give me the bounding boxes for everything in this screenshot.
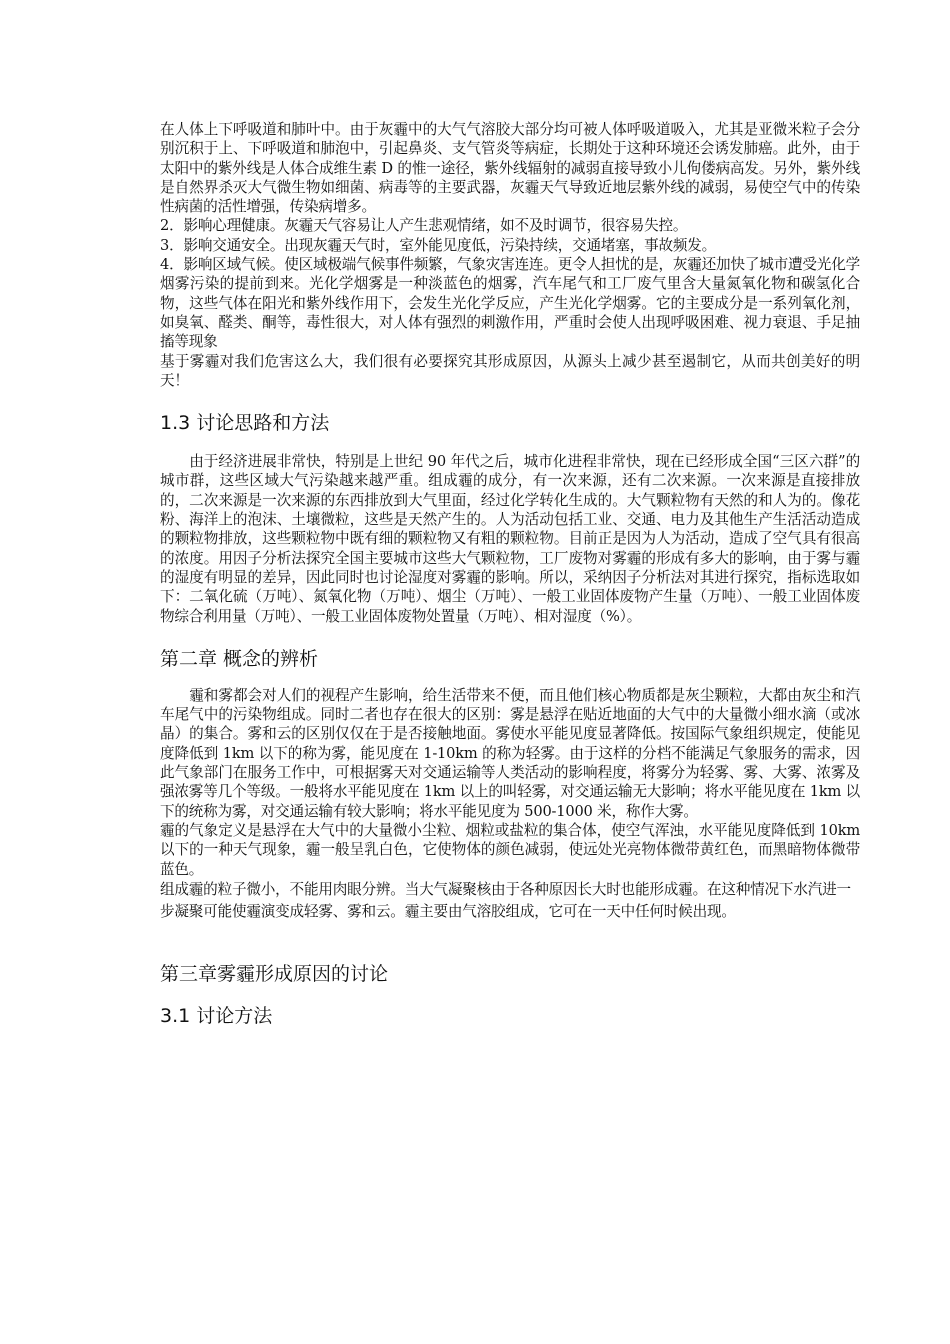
paragraph-fog-definition: 霾和雾都会对人们的视程产生影响，给生活带来不便，而且他们核心物质都是灰尘颗粒，大都由灰尘和汽车尾气中的污染物组成。同时二者也存在很大的区别：雾是悬浮在贴近地面的大气中的大量微小细水滴（或冰晶）的集合。雾和云的区别仅仅在于是否接触地面。雾使水平能见度显著降低。按国际气象组织规定，使能见度降低到 1km 以下的称为雾，能见度在 1-10km 的称为轻雾。由于这样的分档不能满足气象服务的需求，因此气象部门在服务工作中，可根据雾天对交通运输等人类活动的影响程度，将雾分为轻雾、雾、大雾、浓雾及强浓雾等几个等级。一般将水平能见度在 1km 以上的叫轻雾，对交通运输无大影响；将水平能见度在 1km 以下的统称为雾，对交通运输有较大影响；将水平能见度为 500-1000 米，称作大雾。	[160, 686, 860, 820]
paragraph-health-effects: 在人体上下呼吸道和肺叶中。由于灰霾中的大气气溶胶大部分均可被人体呼吸道吸入，尤其是亚微米粒子会分别沉积于上、下呼吸道和肺泡中，引起鼻炎、支气管炎等病症，长期处于这种环境还会诱发肺癌。此外，由于太阳中的紫外线是人体合成维生素 D 的惟一途径，紫外线辐射的减弱直接导致小儿佝偻病高发。另外，紫外线是自然界杀灭大气微生物如细菌、病毒等的主要武器，灰霾天气导致近地层紫外线的减弱，易使空气中的传染性病菌的活性增强，传染病增多。	[160, 121, 860, 216]
paragraph-haze-particles: 组成霾的粒子微小，不能用肉眼分辨。当大气凝聚核由于各种原因长大时也能形成霾。在这种情况下水汽进一步凝聚可能使霾演变成轻雾、雾和云。霾主要由气溶胶组成，它可在一天中任何时候出现。	[160, 880, 851, 920]
section-heading-1-3: 1.3 讨论思路和方法	[160, 412, 330, 435]
chapter-heading-2: 第二章 概念的辨析	[160, 647, 319, 670]
paragraph-regional-climate: 4．影响区域气候。使区域极端气候事件频繁，气象灾害连连。更令人担忧的是，灰霾还加快了城市遭受光化学烟雾污染的提前到来。光化学烟雾是一种淡蓝色的烟雾，汽车尾气和工厂废气里含大量氮氧化物和碳氢化合物，这些气体在阳光和紫外线作用下，会发生光化学反应，产生光化学烟雾。它的主要成分是一系列氧化剂，如臭氧、醛类、酮等，毒性很大，对人体有强烈的刺激作用，严重时会使人出现呼吸困难、视力衰退、手足抽搐等现象	[160, 256, 860, 351]
page-content	[160, 120, 860, 1029]
paragraph-conclusion: 基于雾霾对我们危害这么大，我们很有必要探究其形成原因，从源头上减少甚至遏制它，从而共创美好的明天！	[160, 352, 860, 389]
section-heading-3-1: 3.1 讨论方法	[160, 1004, 273, 1027]
chapter-heading-3: 第三章雾霾形成原因的讨论	[160, 962, 389, 985]
paragraph-traffic-safety: 3．影响交通安全。出现灰霾天气时，室外能见度低，污染持续，交通堵塞，事故频发。	[160, 236, 717, 254]
paragraph-haze-definition: 霾的气象定义是悬浮在大气中的大量微小尘粒、烟粒或盐粒的集合体，使空气浑浊，水平能见度降低到 10km 以下的一种天气现象，霾一般呈乳白色，它使物体的颜色减弱，使远处光亮物体微带黄红色，而黑暗物体微带蓝色。	[160, 821, 860, 878]
paragraph-research-method: 由于经济进展非常快，特别是上世纪 90 年代之后，城市化进程非常快，现在已经形成全国“三区六群”的城市群，这些区域大气污染越来越严重。组成霾的成分，有一次来源，还有二次来源。一次来源是直接排放的，二次来源是一次来源的东西排放到大气里面，经过化学转化生成的。大气颗粒物有天然的和人为的。像花粉、海洋上的泡沫、土壤微粒，这些是天然产生的。人为活动包括工业、交通、电力及其他生产生活活动造成的颗粒物排放，这些颗粒物中既有细的颗粒物又有粗的颗粒物。目前正是因为人为活动，造成了空气具有很高的浓度。用因子分析法探究全国主要城市这些大气颗粒物，工厂废物对雾霾的形成有多大的影响，由于雾与霾的湿度有明显的差异，因此同时也讨论湿度对雾霾的影响。所以，采纳因子分析法对其进行探究，指标选取如下：二氧化硫（万吨）、氮氧化物（万吨）、烟尘（万吨）、一般工业固体废物产生量（万吨）、一般工业固体废物综合利用量（万吨）、一般工业固体废物处置量（万吨）、相对湿度（%）。	[160, 453, 860, 625]
paragraph-psychological-health: 2．影响心理健康。灰霾天气容易让人产生悲观情绪，如不及时调节，很容易失控。	[160, 217, 688, 235]
